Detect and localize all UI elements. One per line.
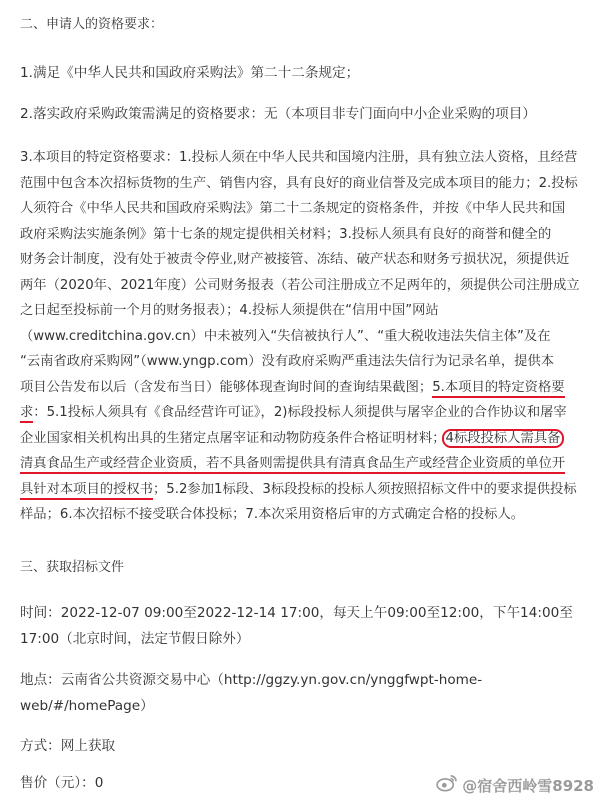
section-heading-obtain-documents: 三、获取招标文件 xyxy=(20,560,125,575)
item3-text: 项目公告发布以后（含发布当日）能够体现查询时间的查询结果截图； xyxy=(20,379,433,395)
time-line: 时间：2022-12-07 09:00至2022-12-14 17:00，每天上午09:00至12:00，下午14:00至 xyxy=(20,605,573,621)
qualification-item-1: 1.满足《中华人民共和国政府采购法》第二十二条规定； xyxy=(20,65,360,81)
boxed-annotation: 4标段投标人需具备 xyxy=(442,429,565,448)
item3-line: 政府采购法实施条例》第十七条的规定提供相关材料；3.投标人须具有良好的商誉和健全的 xyxy=(20,226,552,242)
time-line: 17:00（北京时间，法定节假日除外） xyxy=(20,630,250,647)
item3-line: “云南省政府采购网”（www.yngp.com）没有政府采购严重违法失信行为记录名单，提供本 xyxy=(20,354,555,369)
place-line: 地点：云南省公共资源交易中心（http://ggzy.yn.gov.cn/ynggfwpt-home- xyxy=(20,672,483,688)
item3-line xyxy=(20,400,592,426)
watermark-text: @宿舍西岭雪8928 xyxy=(462,776,594,795)
underline-annotation: 清真食品生产或经营企业资质，若不具备则需提供具有清真食品生产或经营企业资质的单位开 xyxy=(20,456,565,474)
qualification-item-2: 2.落实政府采购政策需满足的资格要求：无（本项目非专门面向中小企业采购的项目） xyxy=(20,106,536,122)
underline-annotation: 5.本项目的特定资格要 xyxy=(432,380,564,398)
document-price: 售价（元）：0 xyxy=(20,775,104,791)
item3-line xyxy=(20,426,592,452)
item3-line: 之日起至投标前一个月的财务报表）；4.投标人须提供在“信用中国”网站 xyxy=(20,303,439,318)
item3-line: 财务会计制度，没有处于被责令停业,财产被接管、冻结、破产状态和财务亏损状况，须提供近 xyxy=(20,252,570,267)
item3-line xyxy=(20,451,592,477)
item3-text: 企业国家相关机构出具的生猪定点屠宰证和动物防疫条件合格证明材料； xyxy=(20,430,446,446)
item3-line xyxy=(20,477,592,503)
obtain-method: 方式：网上获取 xyxy=(20,738,116,754)
qualification-item-3 xyxy=(20,145,592,528)
weibo-icon xyxy=(436,774,458,796)
item3-line xyxy=(20,375,592,401)
item3-line: （www.creditchina.gov.cn）中未被列入“失信被执行人”、“重大税收违法失信主体”及在 xyxy=(20,328,551,344)
item3-text: ：5.1投标人须具有《食品经营许可证》，2)标段投标人须提供与屠宰企业的合作协议和屠宰 xyxy=(33,405,567,420)
place-line: web/#/homePage） xyxy=(20,697,154,714)
item3-text: ；5.2参加1标段、3标段投标的投标人须按照招标文件中的要求提供投标 xyxy=(152,481,577,497)
watermark xyxy=(436,774,594,796)
section-heading-qualifications: 二、申请人的资格要求： xyxy=(20,17,164,32)
underline-annotation: 具针对本项目的授权书 xyxy=(20,482,153,500)
obtain-place xyxy=(20,668,592,719)
item3-line: 样品；6.本次招标不接受联合体投标；7.本次采用资格后审的方式确定合格的投标人。 xyxy=(20,507,525,522)
item3-line: 人须符合《中华人民共和国政府采购法》第二十二条规定的资格条件，并按《中华人民共和国 xyxy=(20,201,566,216)
item3-line: 范围中包含本次招标货物的生产、销售内容，具有良好的商业信誉及完成本项目的能力；2.投标 xyxy=(20,175,578,191)
item3-line: 两年（2020年、2021年度）公司财务报表（若公司注册成立不足两年的，须提供公司注册成立 xyxy=(20,277,580,293)
underline-annotation: 求 xyxy=(20,405,33,423)
obtain-time xyxy=(20,601,592,652)
item3-line: 3.本项目的特定资格要求：1.投标人须在中华人民共和国境内注册，具有独立法人资格，且经营 xyxy=(20,150,578,165)
